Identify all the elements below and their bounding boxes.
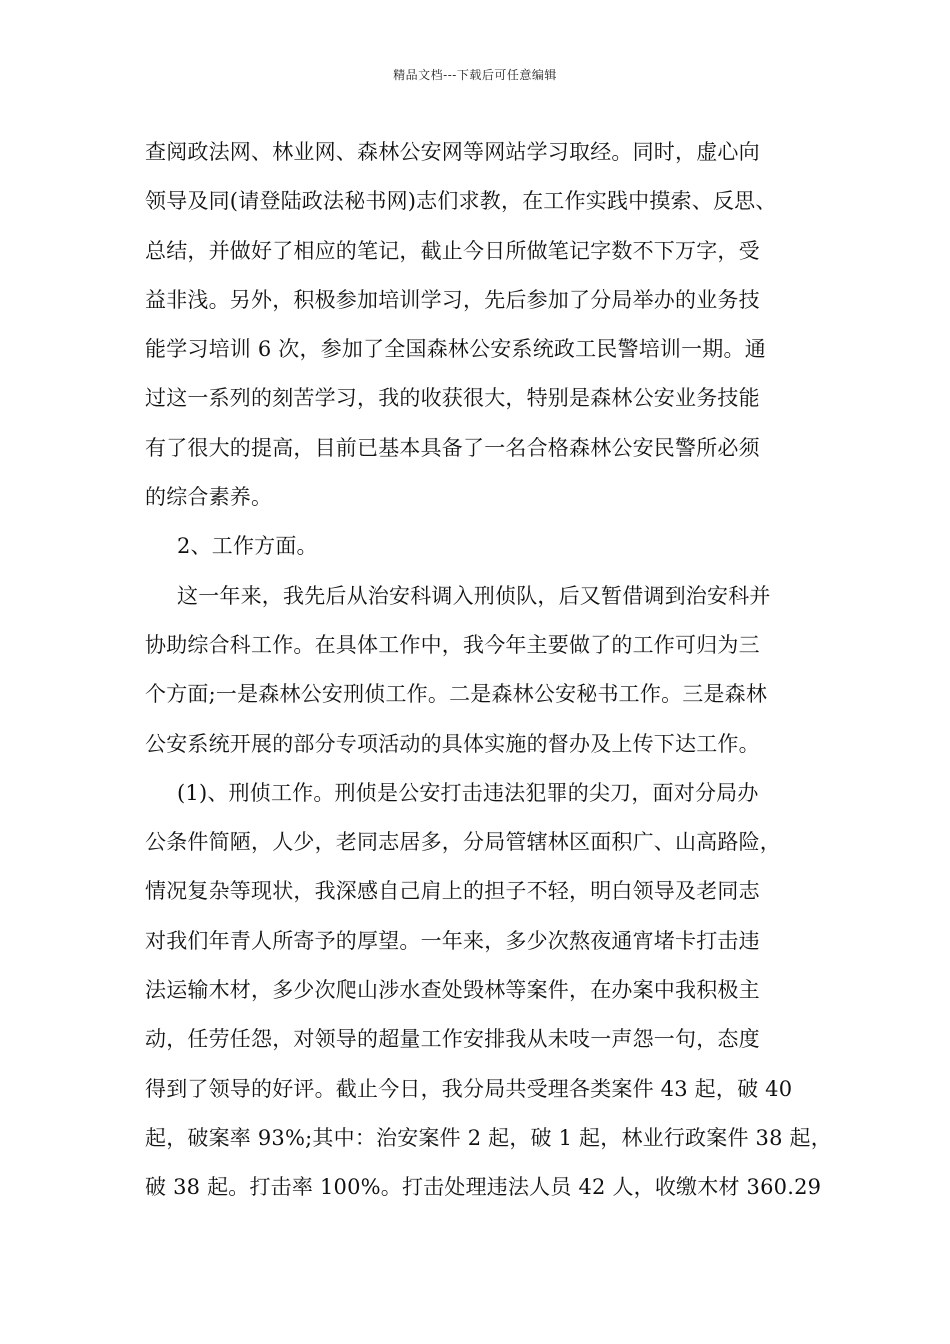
text-line: 领导及同(请登陆政法秘书网)志们求教，在工作实践中摸索、反思、: [145, 189, 777, 214]
text-line: 个方面;一是森林公安刑侦工作。二是森林公安秘书工作。三是森林: [145, 682, 768, 707]
text-line: 查阅政法网、林业网、森林公安网等网站学习取经。同时，虚心向: [145, 140, 760, 164]
text-line: 的综合素养。: [145, 485, 273, 510]
text-line: 破 38 起。打击率 100%。打击处理违法人员 42 人，收缴木材 360.29: [145, 1175, 822, 1200]
text-line: 能学习培训 6 次，参加了全国森林公安系统政工民警培训一期。通: [145, 337, 766, 362]
text-line: 情况复杂等现状，我深感自己肩上的担子不轻，明白领导及老同志: [145, 879, 760, 904]
paragraph-start-line: (1)、刑侦工作。刑侦是公安打击违法犯罪的尖刀，面对分局办: [177, 780, 759, 805]
text-line: 对我们年青人所寄予的厚望。一年来，多少次熬夜通宵堵卡打击违: [145, 928, 760, 953]
text-line: 法运输木材，多少次爬山涉水查处毁林等案件，在办案中我积极主: [145, 978, 760, 1003]
text-line: 总结，并做好了相应的笔记，截止今日所做笔记字数不下万字，受: [145, 238, 760, 263]
text-line: 过这一系列的刻苦学习，我的收获很大，特别是森林公安业务技能: [145, 386, 760, 411]
document-body: [145, 128, 832, 1213]
text-line: 公安系统开展的部分专项活动的具体实施的督办及上传下达工作。: [145, 731, 760, 756]
paragraph-start-line: 这一年来，我先后从治安科调入刑侦队，后又暂借调到治安科并: [177, 583, 771, 608]
text-line: 益非浅。另外，积极参加培训学习，先后参加了分局举办的业务技: [145, 287, 760, 312]
text-line: 协助综合科工作。在具体工作中，我今年主要做了的工作可归为三: [145, 632, 760, 657]
text-line: 公条件简陋，人少，老同志居多，分局管辖林区面积广、山高路险，: [145, 830, 781, 855]
text-line: 有了很大的提高，目前已基本具备了一名合格森林公安民警所必须: [145, 435, 760, 460]
page-header: 精品文档---下载后可任意编辑: [393, 68, 557, 82]
text-line: 得到了领导的好评。截止今日，我分局共受理各类案件 43 起，破 40: [145, 1076, 793, 1101]
text-line: 动，任劳任怨，对领导的超量工作安排我从未吱一声怨一句，态度: [145, 1027, 760, 1052]
text-line: 起，破案率 93%;其中：治安案件 2 起，破 1 起，林业行政案件 38 起，: [145, 1125, 832, 1150]
section-heading: 2、工作方面。: [177, 534, 318, 559]
